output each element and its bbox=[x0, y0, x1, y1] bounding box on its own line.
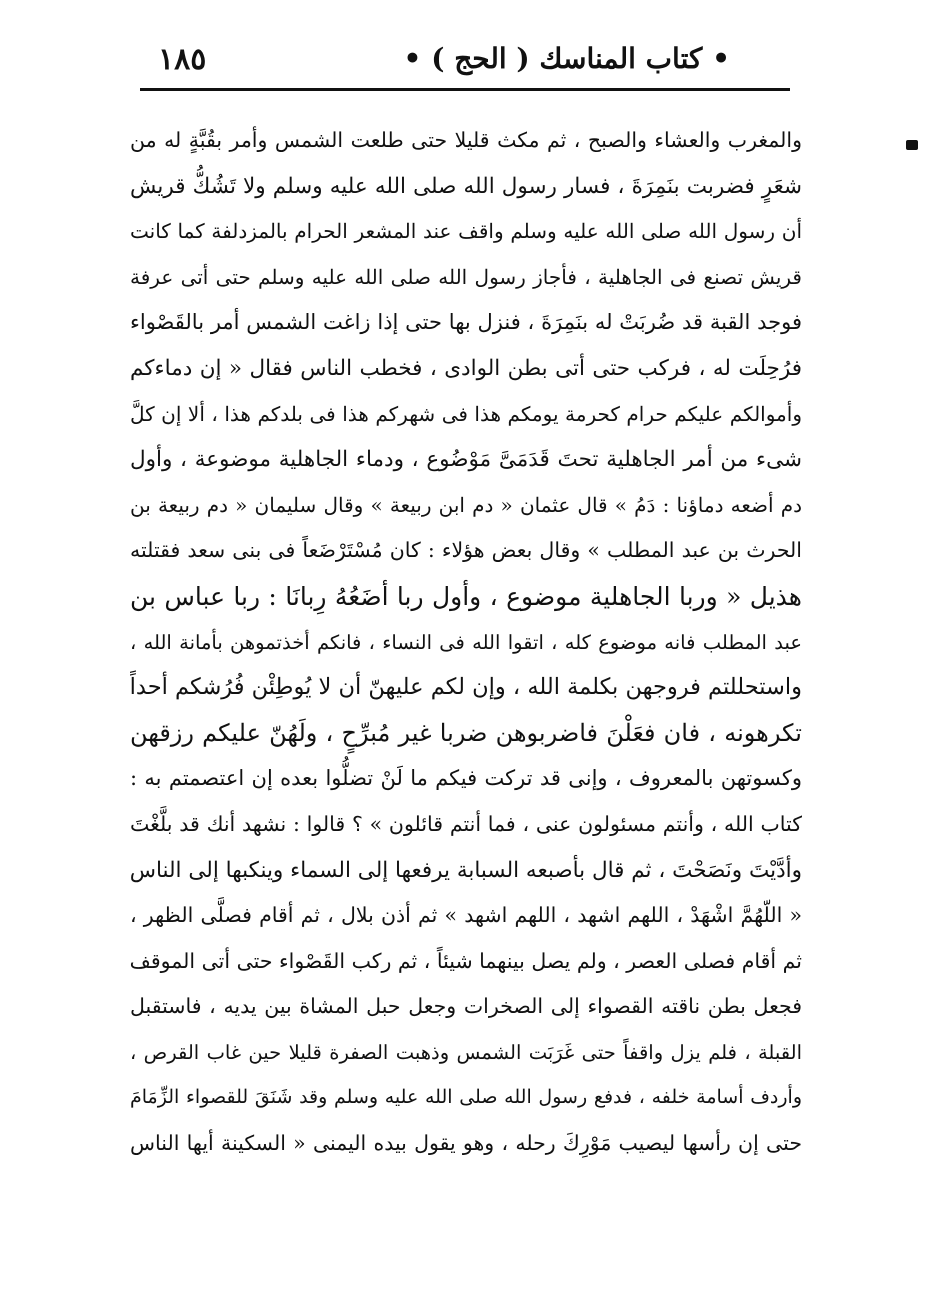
page-number: ١٨٥ bbox=[158, 42, 207, 77]
text-line: ثم أقام فصلى العصر ، ولم يصل بينهما شيئاً ، ثم ركب القَصْواء حتى أتى الموقف bbox=[130, 948, 802, 973]
text-line: القبلة ، فلم يزل واقفاً حتى غَرَبَت الشمس وذهبت الصفرة قليلا حين غاب القرص ، bbox=[130, 1040, 802, 1064]
text-line: « اللّهُمَّ اشْهَدْ ، اللهم اشهد ، اللهم اشهد » ثم أذن بلال ، ثم أقام فصلَّى الظهر ، bbox=[130, 903, 802, 928]
text-line: واستحللتم فروجهن بكلمة الله ، وإن لكم عليهنّ أن لا يُوطِئْن فُرُشكم أحداً bbox=[130, 674, 802, 701]
text-line: أن رسول الله صلى الله عليه وسلم واقف عند المشعر الحرام بالمزدلفة كما كانت bbox=[130, 219, 802, 244]
text-line: وأردف أسامة خلفه ، فدفع رسول الله صلى الله عليه وسلم وقد شَنَقَ للقصواء الزِّمَامَ bbox=[130, 1086, 802, 1109]
text-line: تكرهونه ، فان فعَلْنَ فاضربوهن ضربا غير مُبرِّحٍ ، ولَهُنّ عليكم رزقهن bbox=[130, 718, 802, 747]
text-line: قريش تصنع فى الجاهلية ، فأجاز رسول الله صلى الله عليه وسلم حتى أتى عرفة bbox=[130, 264, 802, 289]
text-line: شعَرٍ فضربت بنَمِرَةَ ، فسار رسول الله صلى الله عليه وسلم ولا تَشُكُّ قريش bbox=[130, 173, 802, 199]
text-line: حتى إن رأسها ليصيب مَوْرِكَ رحله ، وهو يقول بيده اليمنى « السكينة أيها الناس bbox=[130, 1131, 802, 1156]
text-line: وكسوتهن بالمعروف ، وإنى قد تركت فيكم ما لَنْ تضلُّوا بعده إن اعتصمتم به : bbox=[130, 766, 802, 791]
text-line: وأدَّيْتَ ونَصَحْتَ ، ثم قال بأصبعه السبابة يرفعها إلى السماء وينكبها إلى الناس bbox=[130, 857, 802, 883]
text-line: دم أضعه دماؤنا : دَمُ » قال عثمان « دم ابن ربيعة » وقال سليمان « دم ربيعة بن bbox=[130, 492, 802, 517]
text-line: فجعل بطن ناقته القصواء إلى الصخرات وجعل حبل المشاة بين يديه ، فاستقبل bbox=[130, 994, 802, 1019]
page-header bbox=[140, 38, 790, 84]
text-line: عبد المطلب فانه موضوع كله ، اتقوا الله فى النساء ، فانكم أخذتموهن بأمانة الله ، bbox=[130, 630, 802, 654]
margin-mark bbox=[906, 140, 918, 150]
body-text bbox=[130, 118, 802, 1167]
text-line: شىء من أمر الجاهلية تحتَ قَدَمَىَّ مَوْضُوع ، ودماء الجاهلية موضوعة ، وأول bbox=[130, 447, 802, 473]
text-line: هذيل « وربا الجاهلية موضوع ، وأول ربا أضَعُهُ رِبانَا : ربا عباس بن bbox=[130, 581, 802, 611]
text-line: فوجد القبة قد ضُربَتْ له بنَمِرَةَ ، فنزل بها حتى إذا زاغت الشمس أمر بالقَصْواء bbox=[130, 310, 802, 335]
text-line: فرُحِلَت له ، فركب حتى أتى بطن الوادى ، فخطب الناس فقال « إن دماءكم bbox=[130, 355, 802, 381]
running-title: • كتاب المناسك ( الحج ) • bbox=[403, 42, 730, 75]
text-line: الحرث بن عبد المطلب » وقال بعض هؤلاء : كان مُسْتَرْضَعاً فى بنى سعد فقتلته bbox=[130, 538, 802, 563]
text-line: والمغرب والعشاء والصبح ، ثم مكث قليلا حتى طلعت الشمس وأمر بقُبَّةٍ له من bbox=[130, 128, 802, 152]
header-rule bbox=[140, 88, 790, 91]
text-line: كتاب الله ، وأنتم مسئولون عنى ، فما أنتم قائلون » ؟ قالوا : نشهد أنك قد بلَّغْتَ bbox=[130, 811, 802, 836]
text-line: وأموالكم عليكم حرام كحرمة يومكم هذا فى شهركم هذا فى بلدكم هذا ، ألا إن كلَّ bbox=[130, 401, 802, 426]
